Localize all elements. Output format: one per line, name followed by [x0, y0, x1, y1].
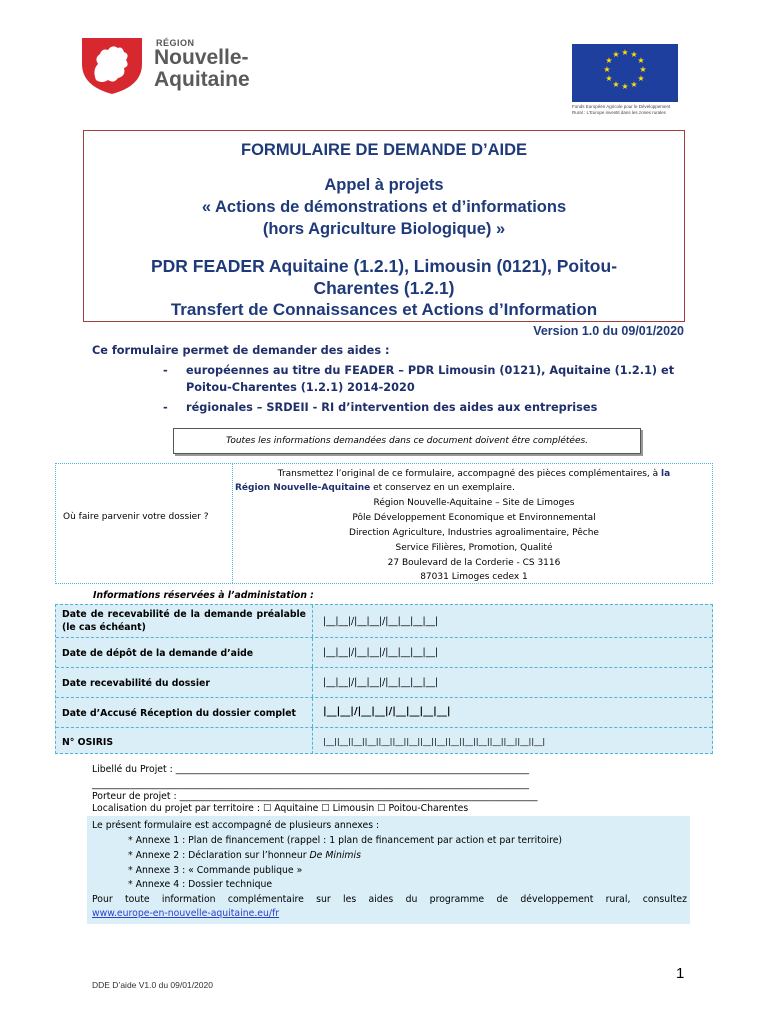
svg-text:★: ★: [621, 48, 629, 57]
row-value-cell: [312, 668, 439, 697]
row-label: Date d’Accusé Réception du dossier complet: [62, 708, 296, 719]
table-row: [56, 698, 712, 728]
admin-table: [55, 604, 713, 754]
pdr-title-line2: Charentes (1.2.1): [313, 278, 455, 298]
date-field[interactable]: |__|__|/|__|__|/|__|__|__|__|: [323, 677, 439, 688]
svg-text:★: ★: [630, 80, 638, 89]
localisation-checkboxes[interactable]: Localisation du projet par territoire : ☐ Aquitaine ☐ Limousin ☐ Poitou-Charentes: [92, 803, 469, 814]
address-line-2: Pôle Développement Economique et Environnemental: [352, 513, 596, 523]
annex-2: [128, 850, 361, 861]
annexes-intro: Le présent formulaire est accompagné de plusieurs annexes :: [92, 820, 380, 831]
footer-text: DDE D’aide V1.0 du 09/01/2020: [92, 980, 213, 990]
table-row: [56, 605, 712, 638]
table-row: [56, 668, 712, 698]
send-line-2b: et conservez en un exemplaire.: [370, 483, 515, 493]
send-to-address: [232, 464, 715, 583]
svg-text:★: ★: [637, 74, 645, 83]
svg-text:★: ★: [639, 65, 647, 74]
send-line-2: [233, 482, 717, 494]
bullet-1-line2: Poitou-Charentes (1.2.1) 2014-2020: [186, 381, 415, 394]
row-label: Date recevabilité du dossier: [62, 678, 210, 689]
annex-3: * Annexe 3 : « Commande publique »: [128, 865, 303, 876]
date-field[interactable]: |__|__|/|__|__|/|__|__|__|__|: [323, 616, 439, 627]
svg-text:★: ★: [637, 56, 645, 65]
row-value-cell: [312, 605, 439, 637]
logo-region-small: RÉGION: [156, 38, 195, 48]
row-label: Date de dépôt de la demande d’aide: [62, 648, 254, 659]
address-line-1: Région Nouvelle-Aquitaine – Site de Limoges: [373, 498, 575, 508]
svg-text:★: ★: [605, 74, 613, 83]
actions-title: « Actions de démonstrations et d’informations: [201, 198, 567, 216]
libelle-field[interactable]: Libellé du Projet : ____________________________________________________________________________: [92, 764, 529, 775]
intro-heading: Ce formulaire permet de demander des aides :: [92, 344, 390, 357]
bullet-2: régionales – SRDEII - RI d’intervention des aides aux entreprises: [186, 401, 598, 414]
date-field[interactable]: |__|__|/|__|__|/|__|__|__|__|: [323, 706, 451, 717]
svg-text:★: ★: [630, 50, 638, 59]
svg-text:★: ★: [621, 82, 629, 91]
send-line-1b: la: [661, 469, 671, 479]
logo-line1: Nouvelle-: [154, 46, 249, 69]
form-title: FORMULAIRE DE DEMANDE D’AIDE: [240, 141, 527, 159]
table-row: [56, 638, 712, 668]
page-number: 1: [676, 965, 685, 982]
info-text: Pour toute information complémentaire sur les aides du programme de développement rural, consultez: [92, 894, 687, 905]
transfert-title: Transfert de Connaissances et Actions d’Information: [170, 300, 598, 319]
eu-caption: Fonds Européen Agricole pour le Développement Rural : L'Europe investit dans les zones rurales: [572, 104, 671, 115]
title-box: [83, 130, 685, 322]
annex-1: * Annexe 1 : Plan de financement (rappel : 1 plan de financement par action et par territoire): [128, 835, 563, 846]
admin-label: Informations réservées à l’administation :: [93, 590, 314, 601]
hors-title: (hors Agriculture Biologique) »: [262, 220, 506, 238]
bullet-dash-1: -: [163, 364, 168, 377]
appel-title: Appel à projets: [324, 176, 444, 194]
svg-text:★: ★: [603, 65, 611, 74]
row-value-cell: [312, 728, 546, 754]
bullet-1-line1: européennes au titre du FEADER – PDR Limousin (0121), Aquitaine (1.2.1) et: [186, 364, 675, 377]
address-line-6: 87031 Limoges cedex 1: [420, 572, 528, 582]
send-line-2a: Région Nouvelle-Aquitaine: [235, 483, 371, 493]
date-field[interactable]: |__|__|/|__|__|/|__|__|__|__|: [323, 647, 439, 658]
version-label: Version 1.0 du 09/01/2020: [533, 324, 684, 338]
row-value-cell: [312, 698, 451, 727]
address-line-5: 27 Boulevard de la Corderie - CS 3116: [387, 558, 561, 568]
address-line-3: Direction Agriculture, Industries agroalimentaire, Pêche: [349, 528, 599, 538]
row-value-cell: [312, 638, 439, 667]
svg-text:★: ★: [612, 50, 620, 59]
send-to-question: Où faire parvenir votre dossier ?: [63, 512, 209, 522]
porteur-field[interactable]: Porteur de projet : _____________________________________________________________________________: [92, 791, 538, 802]
lion-shield-icon: [78, 34, 146, 96]
logo-region-name: [154, 47, 250, 91]
annex-2-text: * Annexe 2 : Déclaration sur l’honneur: [128, 850, 310, 861]
website-link[interactable]: www.europe-en-nouvelle-aquitaine.eu/fr: [92, 908, 280, 919]
send-to-box: [55, 463, 713, 584]
row-label: Date de recevabilité de la demande préalable (le cas échéant): [62, 609, 306, 633]
address-line-4: Service Filières, Promotion, Qualité: [395, 543, 553, 553]
libelle-field-continued[interactable]: ______________________________________________________________________________________________: [92, 779, 529, 790]
eu-flag-icon: [572, 44, 678, 102]
osiris-field[interactable]: |__||__||__||__||__||__||__||__||__||__||__||__||__||__||__||__|: [323, 736, 546, 746]
annex-2-italic: De Minimis: [309, 850, 361, 861]
row-label: N° OSIRIS: [62, 737, 114, 748]
eu-stars-icon: [572, 44, 678, 102]
logo-line2: Aquitaine: [154, 68, 250, 91]
send-line-1a: Transmettez l’original de ce formulaire, accompagné des pièces complémentaires, à: [277, 469, 662, 479]
table-row: [56, 728, 712, 754]
region-logo: [78, 34, 268, 96]
annex-4: * Annexe 4 : Dossier technique: [128, 879, 273, 890]
completion-notice: Toutes les informations demandées dans ce document doivent être complétées.: [173, 428, 641, 454]
send-line-1: [233, 468, 715, 480]
svg-text:★: ★: [612, 80, 620, 89]
bullet-dash-2: -: [163, 401, 168, 414]
pdr-title-line1: PDR FEADER Aquitaine (1.2.1), Limousin (0121), Poitou-: [150, 256, 618, 276]
svg-text:★: ★: [605, 56, 613, 65]
